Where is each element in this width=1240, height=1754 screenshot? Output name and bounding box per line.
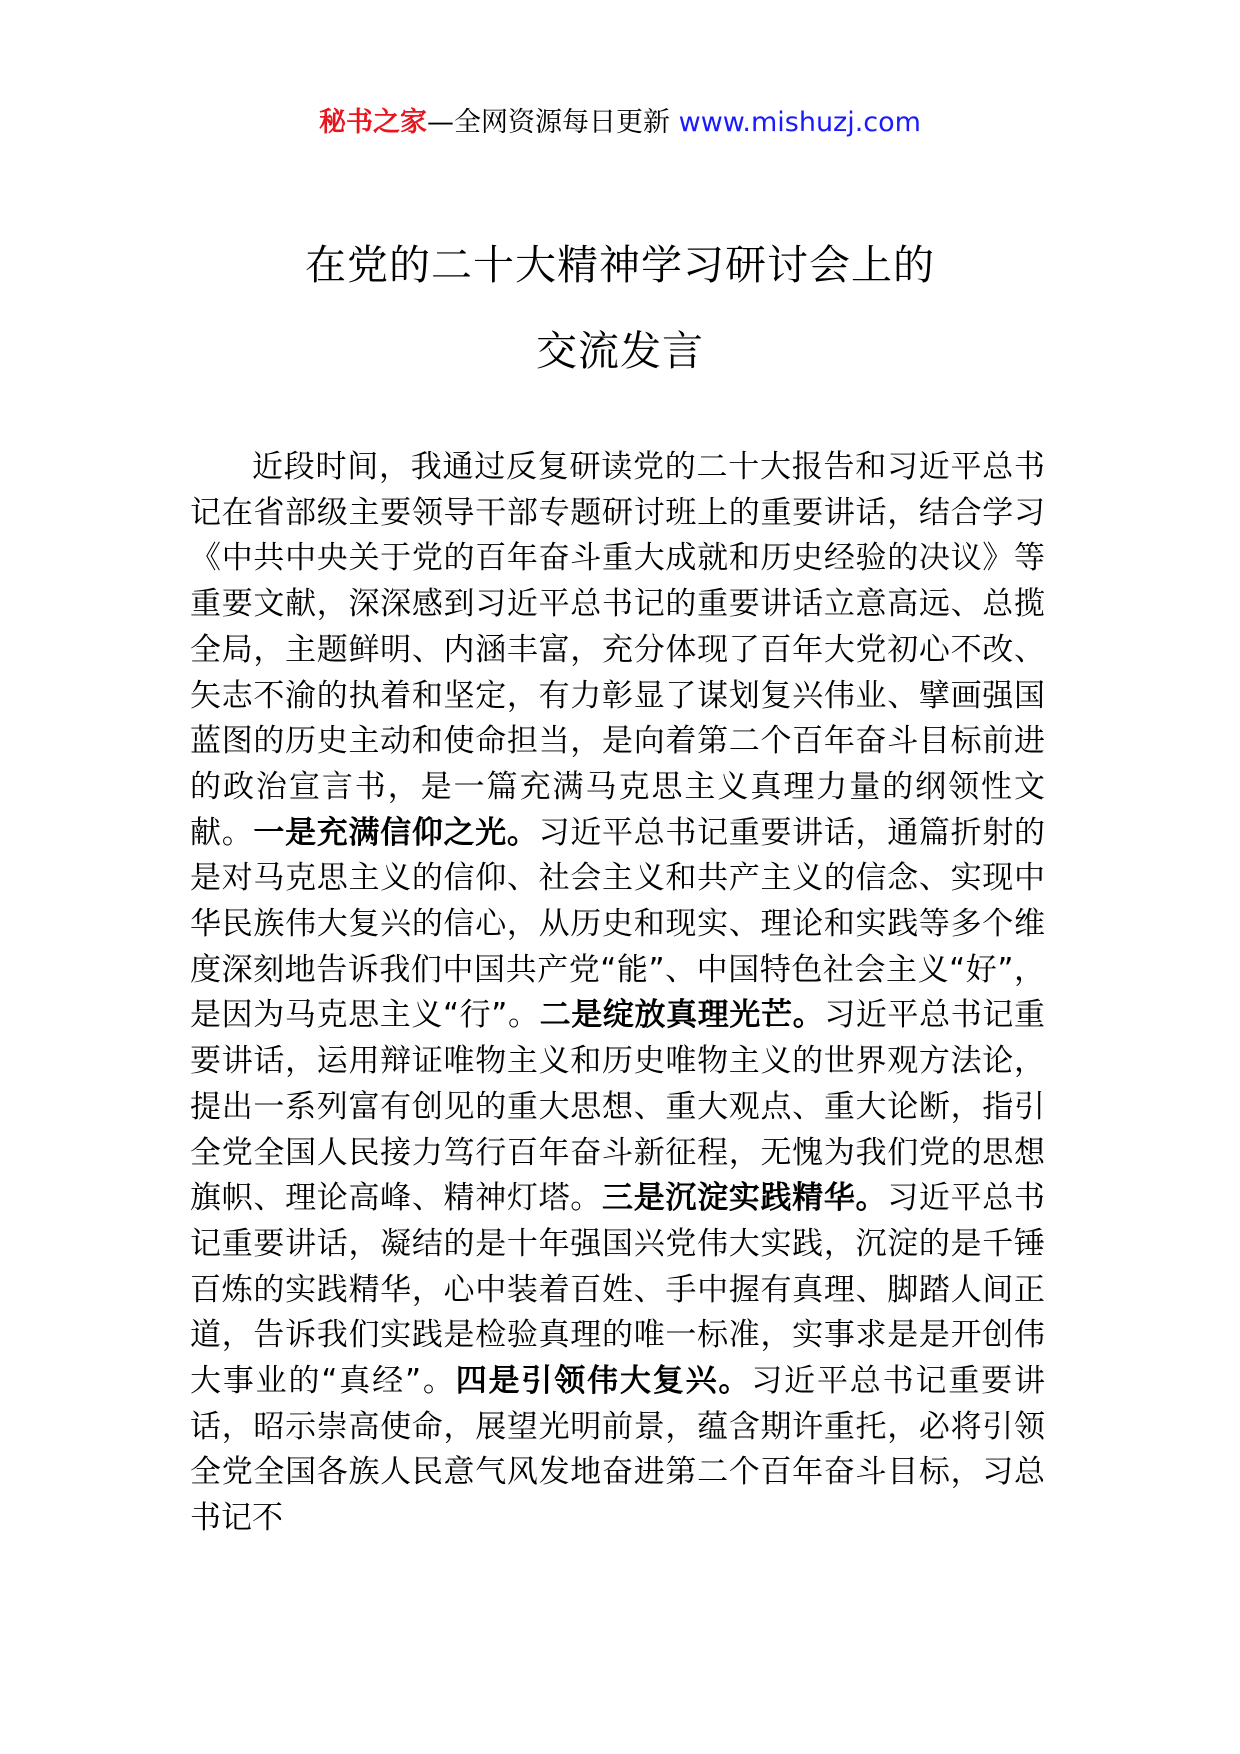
page-header (0, 103, 1240, 143)
bold-point-1: 一是充满信仰之光。 (253, 814, 539, 851)
header-url-link[interactable]: www.mishuzj.com (678, 107, 921, 138)
document-title-line-2: 交流发言 (536, 327, 704, 375)
body-text-segment: 习近平总书记重要讲话，运用辩证唯物主义和历史唯物主义的世界观方法论，提出一系列富有创见的重大思想、重大观点、重大论断，指引全党全国人民接力笃行百年奋斗新征程，无愧为我们党的思想旗帜、理论高峰、精神灯塔。 (190, 997, 1045, 1217)
body-text-segment: 习近平总书记重要讲话，凝结的是十年强国兴党伟大实践，沉淀的是千锤百炼的实践精华，心中装着百姓、手中握有真理、脚踏人间正道，告诉我们实践是检验真理的唯一标准，实事求是是开创伟大事业的“真经”。 (190, 1180, 1046, 1400)
bold-point-2: 二是绽放真理光芒。 (539, 997, 825, 1034)
bold-point-4: 四是引领伟大复兴。 (455, 1363, 752, 1400)
header-brand: 秘书之家 (319, 107, 428, 138)
body-text-segment: 习近平总书记重要讲话，通篇折射的是对马克思主义的信仰、社会主义和共产主义的信念、实现中华民族伟大复兴的信心，从历史和现实、理论和实践等多个维度深刻地告诉我们中国共产党“能”、中国特色社会主义“好”，是因为马克思主义“行”。 (190, 814, 1046, 1034)
header-tagline: —全网资源每日更新 (427, 107, 671, 138)
body-text-segment: 习近平总书记重要讲话，昭示崇高使命，展望光明前景，蕴含期许重托，必将引领全党全国各族人民意气风发地奋进第二个百年奋斗目标，习总书记不 (190, 1363, 1046, 1537)
document-title-line-1: 在党的二十大精神学习研讨会上的 (305, 241, 935, 289)
body-text-segment: 近段时间，我通过反复研读党的二十大报告和习近平总书记在省部级主要领导干部专题研讨班上的重要讲话，结合学习《中共中央关于党的百年奋斗重大成就和历史经验的决议》等重要文献，深深感到习近平总书记的重要讲话立意高远、总揽全局，主题鲜明、内涵丰富，充分体现了百年大党初心不改、矢志不渝的执着和坚定，有力彰显了谋划复兴伟业、擘画强国蓝图的历史主动和使命担当，是向着第二个百年奋斗目标前进的政治宣言书，是一篇充满马克思主义真理力量的纲领性文献。 (190, 449, 1045, 851)
body-paragraph (190, 445, 1045, 1542)
bold-point-3: 三是沉淀实践精华。 (602, 1180, 888, 1217)
